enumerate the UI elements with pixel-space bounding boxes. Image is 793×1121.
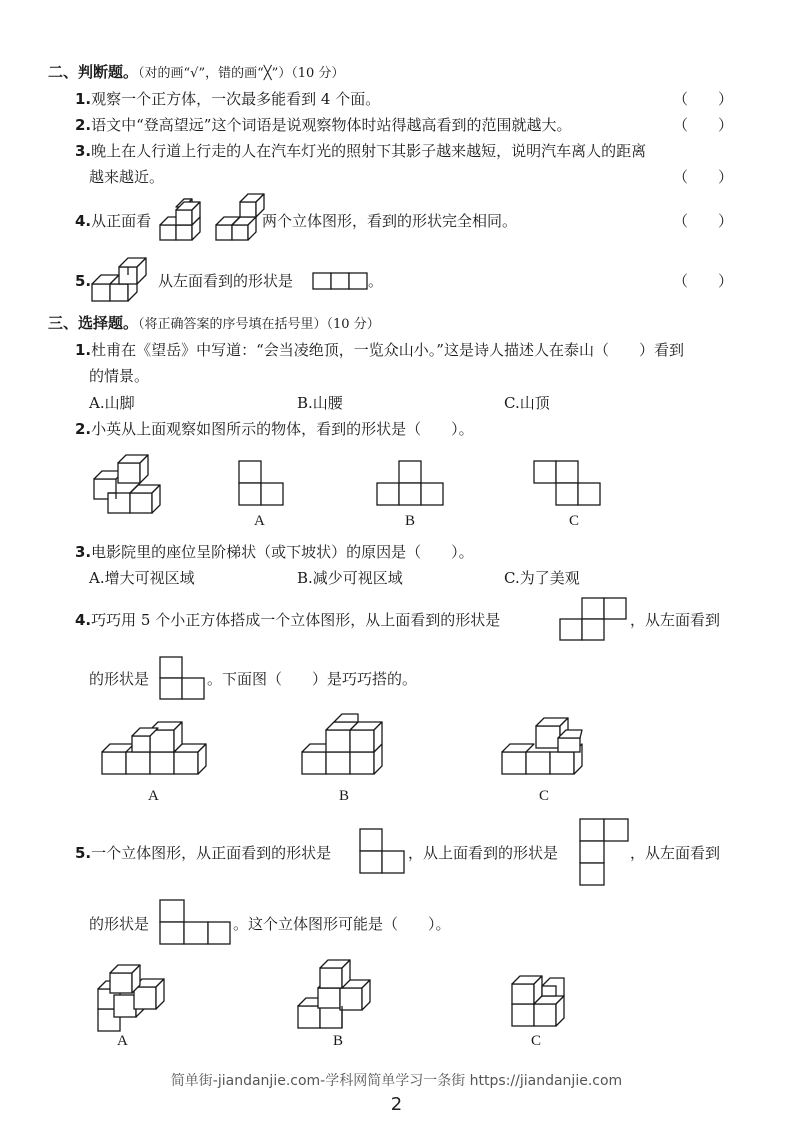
section3-note: （将正确答案的序号填在括号里）（10 分） bbox=[138, 317, 380, 332]
s2-q5-post bbox=[158, 271, 293, 291]
s3-q4-label-c: C bbox=[539, 788, 550, 804]
s3-q3-option-c[interactable]: C.为了美观 bbox=[504, 569, 580, 587]
s3-q4-line2: 的形状是 bbox=[89, 670, 150, 688]
s3-q1-number: 1. bbox=[75, 341, 92, 359]
s2-q5-post-text: 从左面看到的形状是 bbox=[158, 272, 294, 290]
s2-q1-answer-paren[interactable]: （ ） bbox=[673, 90, 734, 108]
s3-q5-text-b: ，从上面看到的形状是 bbox=[408, 844, 559, 862]
s3-q4-text: 巧巧用 5 个小正方体搭成一个立体图形，从上面看到的形状是 bbox=[91, 611, 501, 629]
s2-q4-pre: 从正面看 bbox=[91, 212, 152, 230]
s2-q1-number: 1. bbox=[75, 90, 92, 108]
s3-q2-option-b-shape[interactable] bbox=[376, 459, 446, 507]
s3-q4-top-view-shape bbox=[558, 597, 630, 643]
s2-q4-number: 4. bbox=[75, 212, 92, 230]
s3-q5-label-a: A bbox=[117, 1033, 128, 1049]
s3-q1-text: 杜甫在《望岳》中写道：“会当凌绝顶，一览众山小。”这是诗人描述人在泰山（ ）看到 bbox=[91, 341, 684, 359]
s2-q3-answer-paren[interactable]: （ ） bbox=[673, 168, 734, 186]
s2-q4-lead bbox=[75, 211, 151, 231]
s3-q2-option-a-shape[interactable] bbox=[238, 459, 286, 507]
s3-q1-option-a[interactable]: A.山脚 bbox=[89, 394, 135, 412]
s3-q2-number: 2. bbox=[75, 420, 92, 438]
s3-q5-left-view-shape bbox=[158, 898, 232, 946]
s3-q5-label-c: C bbox=[531, 1033, 542, 1049]
s2-q4-figure-2 bbox=[214, 196, 264, 242]
s2-q5-answer-paren[interactable]: （ ） bbox=[673, 272, 734, 290]
s3-q5-line2: 的形状是 bbox=[89, 915, 150, 933]
s3-q5-front-view-shape bbox=[358, 827, 408, 875]
s3-q3-text: 电影院里的座位呈阶梯状（或下坡状）的原因是（ ）。 bbox=[91, 543, 474, 561]
s3-q4-option-a-figure[interactable] bbox=[100, 712, 210, 778]
s2-q1-text: 观察一个正方体，一次最多能看到 4 个面。 bbox=[91, 90, 381, 108]
s2-q5-lead bbox=[75, 271, 91, 291]
s2-q5-figure bbox=[90, 256, 158, 304]
page-number: 2 bbox=[390, 1094, 403, 1115]
s3-q3 bbox=[75, 542, 474, 562]
s3-q4 bbox=[75, 610, 500, 630]
s3-q1-option-b[interactable]: B.山腰 bbox=[297, 394, 343, 412]
section2-title: 二、判断题。 bbox=[48, 63, 139, 81]
s2-q3-line2: 越来越近。 bbox=[89, 168, 165, 186]
s2-q2-number: 2. bbox=[75, 116, 92, 134]
section3-title: 三、选择题。 bbox=[48, 314, 139, 332]
s3-q1 bbox=[75, 340, 684, 360]
s2-q2 bbox=[75, 115, 571, 135]
s3-q5-text-c: ，从左面看到 bbox=[630, 844, 721, 862]
s2-q2-text: 语文中“登高望远”这个词语是说观察物体时站得越高看到的范围就越大。 bbox=[91, 116, 572, 134]
s3-q2-label-b: B bbox=[405, 513, 416, 529]
s2-q5-end: 。 bbox=[368, 272, 384, 290]
s3-q2 bbox=[75, 419, 474, 439]
s3-q2-text: 小英从上面观察如图所示的物体，看到的形状是（ ）。 bbox=[91, 420, 474, 438]
s3-q2-label-a: A bbox=[254, 513, 265, 529]
s3-q5-label-b: B bbox=[333, 1033, 344, 1049]
s2-q5-number: 5. bbox=[75, 272, 92, 290]
s3-q5-top-view-shape bbox=[578, 817, 630, 887]
s3-q4-left-view-shape bbox=[158, 656, 206, 702]
s2-q3-number: 3. bbox=[75, 142, 92, 160]
s2-q4-post: 两个立体图形，看到的形状完全相同。 bbox=[262, 212, 518, 230]
s3-q4-label-b: B bbox=[339, 788, 350, 804]
s3-q5 bbox=[75, 843, 331, 863]
s3-q5-text: 一个立体图形，从正面看到的形状是 bbox=[91, 844, 332, 862]
s3-q2-object bbox=[92, 450, 168, 514]
s2-q3 bbox=[75, 141, 646, 161]
section2-heading bbox=[48, 62, 344, 84]
s3-q5-line2b: 。这个立体图形可能是（ ）。 bbox=[233, 915, 451, 933]
s3-q1-line2: 的情景。 bbox=[89, 367, 150, 385]
s3-q3-option-b[interactable]: B.减少可视区域 bbox=[297, 569, 403, 587]
s3-q3-number: 3. bbox=[75, 543, 92, 561]
s3-q4-label-a: A bbox=[148, 788, 159, 804]
s3-q4-option-c-figure[interactable] bbox=[500, 712, 600, 778]
s3-q1-option-c[interactable]: C.山顶 bbox=[504, 394, 550, 412]
s3-q4-number: 4. bbox=[75, 611, 92, 629]
s3-q3-option-a[interactable]: A.增大可视区域 bbox=[89, 569, 195, 587]
s3-q2-option-c-shape[interactable] bbox=[533, 459, 603, 507]
section3-heading bbox=[48, 313, 380, 335]
s2-q4-answer-paren[interactable]: （ ） bbox=[673, 212, 734, 230]
s3-q4-text-b: ，从左面看到 bbox=[630, 611, 721, 629]
s3-q2-label-c: C bbox=[569, 513, 580, 529]
section2-note: （对的画“√”，错的画“╳”）（10 分） bbox=[138, 66, 345, 81]
s3-q4-line2b: 。下面图（ ）是巧巧搭的。 bbox=[207, 670, 418, 688]
s3-q5-number: 5. bbox=[75, 844, 92, 862]
s2-q1 bbox=[75, 89, 380, 109]
s2-q2-answer-paren[interactable]: （ ） bbox=[673, 116, 734, 134]
s3-q5-option-c-figure[interactable] bbox=[508, 970, 572, 1030]
s3-q5-option-b-figure[interactable] bbox=[296, 958, 372, 1032]
s2-q3-text: 晚上在人行道上行走的人在汽车灯光的照射下其影子越来越短，说明汽车离人的距离 bbox=[91, 142, 647, 160]
s2-q4-figure-1 bbox=[158, 196, 208, 242]
footer-watermark[interactable]: 简单街-jiandanjie.com-学科网简单学习一条街 https://jiandanjie.com bbox=[170, 1073, 623, 1089]
s3-q4-option-b-figure[interactable] bbox=[300, 712, 396, 778]
s3-q5-option-a-figure[interactable] bbox=[96, 965, 172, 1035]
s2-q5-answer-shape bbox=[312, 272, 368, 290]
